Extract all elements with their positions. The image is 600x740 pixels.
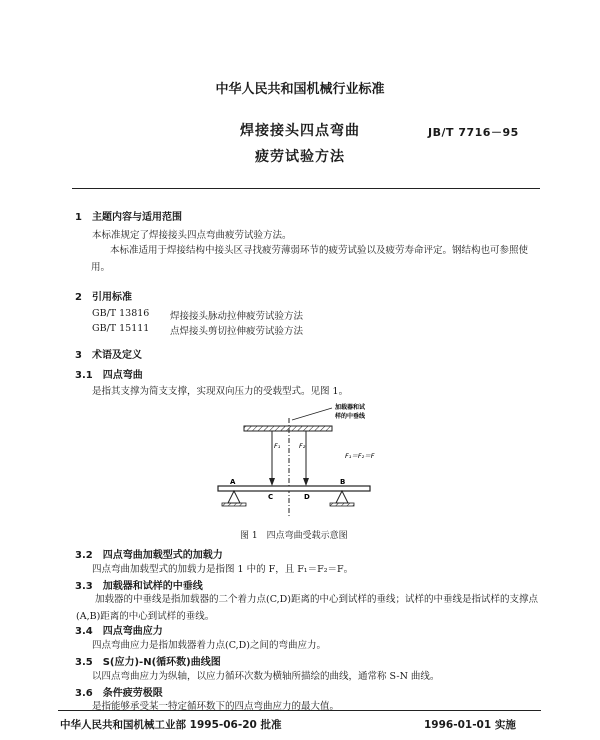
point-a-label: A [230, 478, 236, 486]
ref-2-code: GB/T 15111 [92, 323, 150, 334]
support-b [336, 491, 348, 503]
figure-1-caption: 图 1 四点弯曲受载示意图 [240, 531, 348, 541]
point-d-label: D [304, 493, 310, 501]
term-3-1-text: 是指其支撑为简支支撑，实现双向压力的受载型式。见图 1。 [92, 386, 349, 397]
section-1-heading: 1 主题内容与适用范围 [75, 212, 182, 223]
centerline-label-1: 加载器和试 [335, 404, 366, 411]
specimen-beam [218, 486, 370, 491]
standard-number: JB/T 7716－95 [428, 126, 519, 139]
figure-1-diagram [200, 398, 390, 523]
term-3-6-text: 是指能够承受某一特定循环数下的四点弯曲应力的最大值。 [92, 701, 340, 712]
section-2-heading: 2 引用标准 [75, 292, 132, 303]
bottom-divider [58, 710, 541, 711]
document-title-line2: 疲劳试验方法 [255, 149, 345, 165]
f1-label: F₁ [274, 442, 281, 450]
support-b-base [330, 503, 354, 506]
term-3-3-text: 加载器的中垂线是指加载器的二个着力点(C,D)距离的中心到试样的垂线；试样的中垂线是指试样的支撑点(A,B)距离的中心到试样的垂线。 [76, 594, 538, 622]
force-equation: F₁＝F₂＝F [345, 452, 375, 460]
term-3-2-text: 四点弯曲加载型式的加载力是指图 1 中的 F，且 F₁＝F₂＝F。 [92, 564, 354, 575]
support-a [228, 491, 240, 503]
f2-label: F₂ [299, 442, 306, 450]
term-3-5-text: 以四点弯曲应力为纵轴，以应力循环次数为横轴所描绘的曲线，通常称 S-N 曲线。 [92, 671, 440, 682]
ref-1-title: 焊接接头脉动拉伸疲劳试验方法 [170, 311, 304, 322]
centerline-leader [292, 408, 332, 420]
support-a-base [222, 503, 246, 506]
org-title: 中华人民共和国机械行业标准 [215, 82, 385, 97]
term-3-4-text: 四点弯曲应力是指加载器着力点(C,D)之间的弯曲应力。 [92, 640, 326, 651]
term-3-4-heading: 3.4 四点弯曲应力 [75, 626, 163, 637]
point-c-label: C [268, 493, 274, 501]
term-3-2-heading: 3.2 四点弯曲加载型式的加载力 [75, 550, 223, 561]
approval-date: 中华人民共和国机械工业部 1995-06-20 批准 [60, 719, 282, 731]
term-3-6-heading: 3.6 条件疲劳极限 [75, 688, 163, 699]
section-1-para-2: 本标准适用于焊接结构中接头区寻找疲劳薄弱环节的疲劳试验以及疲劳寿命评定。钢结构也可参照使用。 [91, 245, 529, 273]
ref-2-title: 点焊接头剪切拉伸疲劳试验方法 [170, 326, 304, 337]
ref-1-code: GB/T 13816 [92, 308, 150, 319]
term-3-5-heading: 3.5 S(应力)-N(循环数)曲线图 [75, 657, 221, 668]
loader-top-bar [244, 426, 332, 431]
point-b-label: B [340, 478, 346, 486]
f1-arrow-head [269, 478, 275, 486]
section-1-para-1: 本标准规定了焊接接头四点弯曲疲劳试验方法。 [92, 230, 292, 241]
top-divider [72, 188, 540, 189]
term-3-1-heading: 3.1 四点弯曲 [75, 370, 143, 381]
term-3-3-heading: 3.3 加载器和试样的中垂线 [75, 581, 203, 592]
section-3-heading: 3 术语及定义 [75, 350, 142, 361]
document-title-line1: 焊接接头四点弯曲 [240, 123, 360, 139]
implementation-date: 1996-01-01 实施 [424, 719, 516, 731]
f2-arrow-head [303, 478, 309, 486]
centerline-label-2: 样的中垂线 [335, 413, 366, 420]
